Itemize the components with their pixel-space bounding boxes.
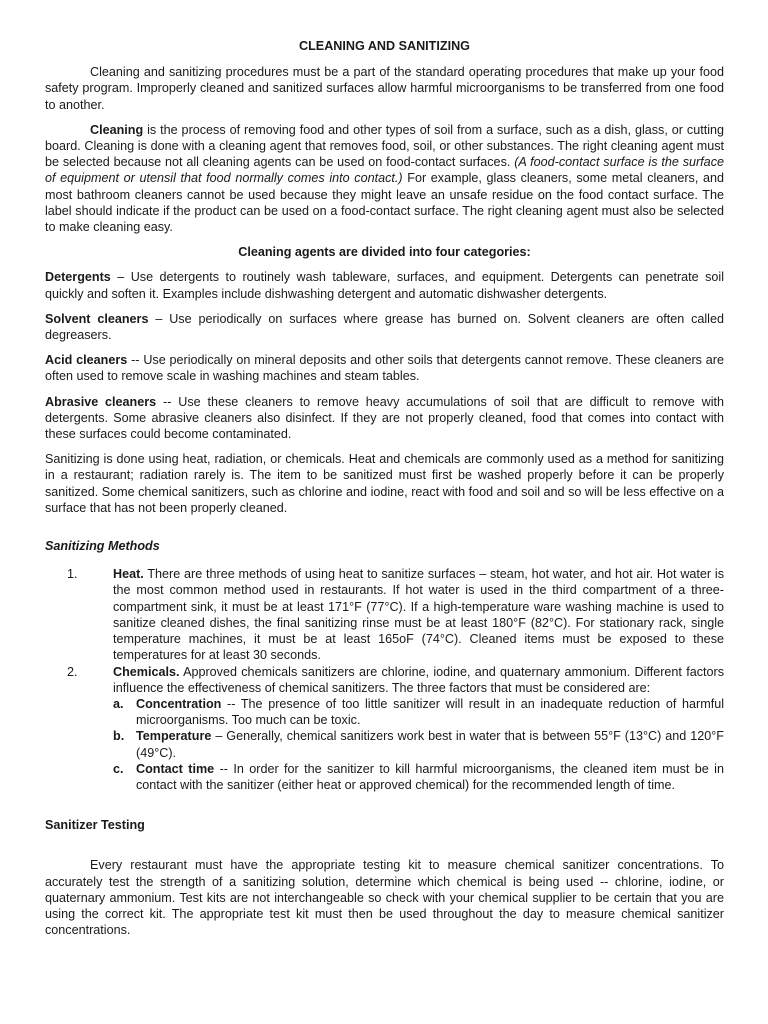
category-text: -- Use these cleaners to remove heavy accumulations of soil that are difficult to remove with detergents. Some abrasive cleaners also disinfect. If they are not properly cleaned, food that comes into contact with these surfaces could become contaminated.	[45, 394, 724, 442]
factor-letter: a.	[113, 696, 124, 711]
sanitizer-testing-paragraph: Every restaurant must have the appropriate testing kit to measure chemical sanitizer concentrations. To accurately test the strength of a sanitizing solution, determine which chemical is being used -- chlorine, iodine, or quaternary ammonium. Test kits are not interchangeable so check with your chemical supplier to be certain that you are using the correct kit. The appropriate test kit must then be used throughout the day to measure chemical sanitizer concentrations.	[45, 858, 724, 938]
category-term: Detergents	[45, 270, 111, 285]
sanitizing-paragraph: Sanitizing is done using heat, radiation, or chemicals. Heat and chemicals are commonly used as a method for sanitizing in a restaurant; radiation rarely is. The item to be sanitized must first be washed properly before it can be properly sanitized. Some chemical sanitizers, such as chlorine and iodine, react with food and soil and so will be less effective on a surface that has not been properly cleaned.	[45, 452, 724, 515]
factor-term: Concentration	[136, 696, 222, 711]
category-abrasive-cleaners	[45, 394, 724, 443]
category-text: – Use detergents to routinely wash tableware, surfaces, and equipment. Detergents can penetrate soil quickly and soften it. Examples include dishwashing detergent and automatic dishwasher detergents.	[45, 270, 724, 301]
factor-text: -- The presence of too little sanitizer will result in an inadequate reduction of harmful microorganisms. Too much can be toxic.	[136, 696, 724, 728]
category-solvent-cleaners	[45, 311, 724, 343]
category-acid-cleaners	[45, 352, 724, 384]
factor-term: Temperature	[136, 729, 212, 744]
factor-text: – Generally, chemical sanitizers work best in water that is between 55°F (13°C) and 120°F (49°C).	[136, 729, 724, 760]
factor-item-temperature	[113, 728, 724, 760]
cleaning-term: Cleaning	[90, 122, 144, 137]
method-text: Approved chemicals sanitizers are chlorine, iodine, and quaternary ammonium. Different factors influence the effectiveness of chemical sanitizers. The three factors that must be considered are:	[113, 664, 724, 695]
sanitizer-testing-heading: Sanitizer Testing	[45, 818, 145, 833]
intro-paragraph: Cleaning and sanitizing procedures must be a part of the standard operating procedures that make up your food safety program. Improperly cleaned and sanitized surfaces allow harmful microorganisms to be transferred from one food to another.	[45, 65, 724, 112]
cleaning-text-1: is the process of removing food and other types of soil from a surface, such as a dish, glass, or cutting board. Cleaning is done with a cleaning agent that removes food, soil, or other substances. The right cleaning agent must be selected because not all cleaning agents can be used on food-contact surfaces.	[45, 122, 724, 170]
method-number: 2.	[67, 664, 78, 679]
cleaning-italic-note: (A food-contact surface is the surface of equipment or utensil that food normally comes into contact.)	[45, 155, 724, 186]
factor-letter: c.	[113, 761, 124, 776]
cleaning-text-2: For example, glass cleaners, some metal cleaners, and most bathroom cleaners cannot be used because they might leave an unsafe residue on the food contact surface. The label should indicate if the product can be used on a food-contact surface. The right cleaning agent must also be selected to make cleaning easy.	[45, 171, 725, 235]
category-term: Acid cleaners	[45, 353, 128, 368]
category-term: Abrasive cleaners	[45, 394, 157, 409]
factor-text: -- In order for the sanitizer to kill harmful microorganisms, the cleaned item must be in contact with the sanitizer (either heat or approved chemical) for the recommended length of time.	[136, 761, 724, 792]
categories-heading: Cleaning agents are divided into four categories:	[238, 245, 531, 260]
method-item-chemicals	[45, 664, 724, 794]
method-term: Chemicals.	[113, 664, 180, 679]
method-text: There are three methods of using heat to sanitize surfaces – steam, hot water, and hot air. Hot water is the most common method used in restaurants. If hot water is used in the third compartment of a three-compartment sink, it must be at least 171°F (77°C). If a high-temperature ware washing machine is used to sanitize cleaned dishes, the final sanitizing rinse must be at least 180°F (82°C). For stationary rack, single temperature machines, it must be at least 165oF (74°C). Cleaned items must be exposed to these temperatures for at least 30 seconds.	[113, 567, 724, 663]
chemical-factors-list	[113, 696, 724, 793]
category-text: – Use periodically on surfaces where grease has burned on. Solvent cleaners are often called degreasers.	[45, 311, 724, 343]
category-detergents	[45, 269, 724, 301]
sanitizing-methods-heading: Sanitizing Methods	[45, 539, 160, 554]
page-title: CLEANING AND SANITIZING	[299, 39, 470, 53]
method-term: Heat.	[113, 567, 144, 582]
method-item-heat	[45, 566, 724, 663]
sanitizing-methods-list	[45, 566, 724, 793]
category-text: -- Use periodically on mineral deposits and other soils that detergents cannot remove. These cleaners are often used to remove scale in washing machines and steam tables.	[45, 353, 724, 384]
factor-item-concentration	[113, 696, 724, 728]
cleaning-paragraph	[45, 122, 724, 235]
factor-term: Contact time	[136, 761, 215, 776]
category-term: Solvent cleaners	[45, 311, 149, 326]
factor-letter: b.	[113, 729, 125, 744]
method-number: 1.	[67, 567, 78, 582]
factor-item-contact-time	[113, 761, 724, 793]
